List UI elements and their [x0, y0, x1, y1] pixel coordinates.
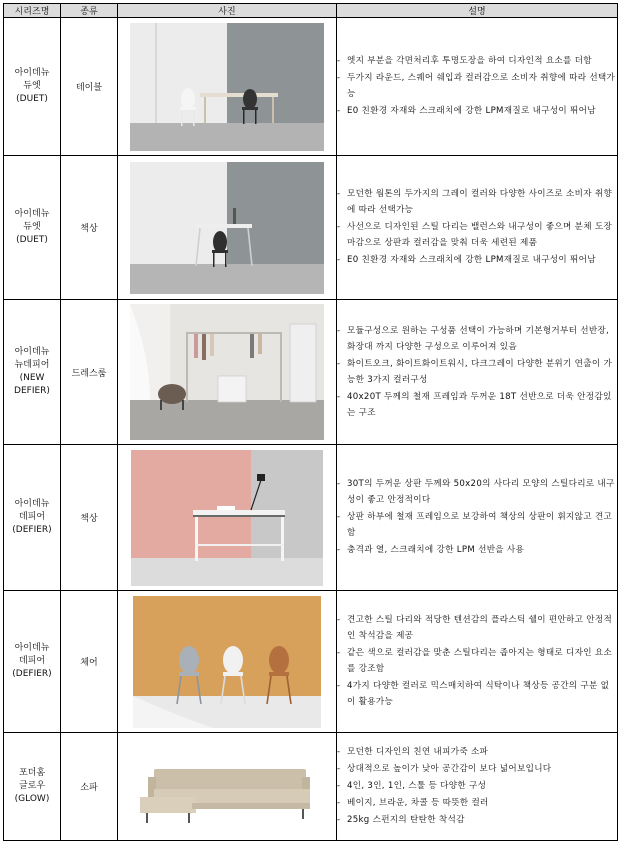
desc-list: [337, 186, 617, 268]
desc-item: - E0 친환경 자재와 스크래치에 강한 LPM재질로 내구성이 뛰어남: [337, 252, 617, 268]
desc-item: - 4가지 다양한 컬러로 믹스매치하여 식탁이나 책상등 공간의 구분 없이 활용가능: [337, 678, 617, 710]
new-defier-dressroom-photo: [130, 304, 324, 440]
glow-sofa-photo: [132, 739, 322, 835]
desc-cell: [337, 156, 618, 300]
desc-item: - 견고한 스틸 다리와 적당한 텐션감의 플라스틱 쉘이 편안하고 안정적인 착석감을 제공: [337, 612, 617, 644]
photo-cell: [118, 156, 337, 300]
table-row: [4, 591, 618, 733]
desc-list: [337, 323, 617, 421]
series-cell: 아이데뉴 데피어 (DEFIER): [4, 445, 61, 591]
desc-cell: [337, 18, 618, 156]
series-cell: 포더홈 글로우 (GLOW): [4, 733, 61, 841]
kind-cell: 테이블: [61, 18, 118, 156]
desc-item: - 25kg 스펀지의 탄탄한 착석감: [337, 812, 617, 828]
product-spec-table: [3, 3, 618, 841]
kind-cell: 드레스룸: [61, 300, 118, 445]
desc-item: - 엣지 부분을 각면처리후 투명도장을 하여 디자인적 요소를 더함: [337, 53, 617, 69]
series-cell: 아이데뉴 데피어 (DEFIER): [4, 591, 61, 733]
photo-cell: [118, 18, 337, 156]
header-series: 시리즈명: [4, 4, 61, 18]
photo-cell: [118, 733, 337, 841]
desc-item: - 화이트오크, 화이트화이트워시, 다크그레이 다양한 분위기 연출이 가능한 3가지 컬러구성: [337, 356, 617, 388]
desc-list: [337, 476, 617, 558]
series-cell: 아이데뉴 뉴데피어 (NEW DEFIER): [4, 300, 61, 445]
desc-item: - 모듈구성으로 원하는 구성품 선택이 가능하며 기본형거부터 선반장, 화장대 까지 다양한 구성으로 이루어져 있음: [337, 323, 617, 355]
header-kind: 종류: [61, 4, 118, 18]
desc-item: - 모던한 웜톤의 두가지의 그레이 컬러와 다양한 사이즈로 소비자 취향에 따라 선택가능: [337, 186, 617, 218]
table-row: [4, 156, 618, 300]
series-cell: 아이데뉴 듀엣 (DUET): [4, 18, 61, 156]
kind-cell: 소파: [61, 733, 118, 841]
header-photo: 사진: [118, 4, 337, 18]
desc-item: - 모던한 디자인의 친연 내피가죽 소파: [337, 744, 617, 760]
duet-desk-photo: [130, 162, 324, 294]
desc-cell: [337, 733, 618, 841]
photo-cell: [118, 445, 337, 591]
defier-desk-photo: [131, 450, 323, 586]
photo-cell: [118, 591, 337, 733]
table-row: [4, 445, 618, 591]
header-desc: 설명: [337, 4, 618, 18]
desc-item: - 4인, 3인, 1인, 스툴 등 다양한 구성: [337, 778, 617, 794]
desc-cell: [337, 445, 618, 591]
desc-cell: [337, 591, 618, 733]
desc-item: - 두가지 라운드, 스퀘어 쉐입과 컬러감으로 소비자 취향에 따라 선택가능: [337, 70, 617, 102]
desc-item: - 30T의 두꺼운 상판 두께와 50x20의 사다리 모양의 스틸다리로 내구성이 좋고 안정적이다: [337, 476, 617, 508]
desc-list: [337, 53, 617, 119]
desc-list: [337, 612, 617, 710]
photo-cell: [118, 300, 337, 445]
desc-item: - 사선으로 디자인된 스틸 다리는 밸런스와 내구성이 좋으며 분체 도장 마감으로 상판과 컬러감을 맞춰 더욱 세련된 제품: [337, 219, 617, 251]
desc-item: - 상대적으로 높이가 낮아 공간감이 보다 넓어보입니다: [337, 761, 617, 777]
defier-chair-photo: [133, 596, 321, 728]
desc-item: - 40x20T 두께의 철재 프레임과 두꺼운 18T 선반으로 더욱 안정감있는 구조: [337, 389, 617, 421]
kind-cell: 책상: [61, 445, 118, 591]
header-row: [4, 4, 618, 18]
desc-item: - 충격과 열, 스크래치에 강한 LPM 선반을 사용: [337, 542, 617, 558]
desc-list: [337, 744, 617, 828]
duet-table-photo: [130, 23, 324, 151]
desc-item: - 상판 하부에 철재 프레임으로 보강하여 책상의 상판이 휘지않고 견고함: [337, 509, 617, 541]
desc-cell: [337, 300, 618, 445]
table-row: [4, 18, 618, 156]
series-cell: 아이데뉴 듀엣 (DUET): [4, 156, 61, 300]
desc-item: - 같은 색으로 컬러감을 맞춘 스틸다리는 좁아지는 형태로 디자인 요소를 강조함: [337, 645, 617, 677]
desc-item: - E0 친환경 자재와 스크래치에 강한 LPM재질로 내구성이 뛰어남: [337, 103, 617, 119]
kind-cell: 책상: [61, 156, 118, 300]
kind-cell: 체어: [61, 591, 118, 733]
desc-item: - 베이지, 브라운, 차콜 등 따뜻한 컬러: [337, 795, 617, 811]
table-row: [4, 300, 618, 445]
table-row: [4, 733, 618, 841]
